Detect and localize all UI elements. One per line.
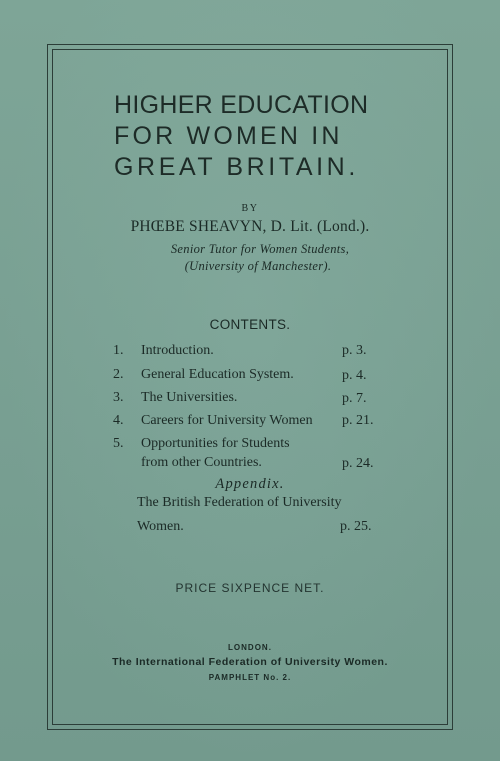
contents-heading: CONTENTS.	[209, 317, 291, 332]
toc-entry-title: Opportunities for Students	[141, 436, 290, 451]
toc-entry-page: p. 3.	[342, 343, 367, 358]
toc-entry-title: The Universities.	[141, 390, 238, 405]
toc-entry-number: 5.	[113, 436, 124, 451]
appendix-title: The British Federation of University	[137, 495, 342, 510]
toc-entry-title: Careers for University Women	[141, 413, 313, 428]
title-line-2: FOR WOMEN IN	[114, 122, 343, 150]
toc-entry-page: p. 21.	[342, 413, 374, 428]
toc-entry-page: p. 4.	[342, 368, 367, 383]
toc-entry-page: p. 7.	[342, 391, 367, 406]
by-label: BY	[241, 203, 259, 214]
imprint-series: PAMPHLET No. 2.	[208, 673, 292, 682]
imprint-city: LONDON.	[228, 643, 272, 652]
price-line: PRICE SIXPENCE NET.	[175, 581, 325, 595]
toc-entry-number: 2.	[113, 367, 124, 382]
toc-entry-number: 4.	[113, 413, 124, 428]
author-role-line-1: Senior Tutor for Women Students,	[170, 242, 350, 256]
toc-entry-number: 3.	[113, 390, 124, 405]
author-name: PHŒBE SHEAVYN, D. Lit. (Lond.).	[130, 218, 370, 235]
title-line-1: HIGHER EDUCATION	[114, 91, 369, 119]
toc-entry-title-continued: from other Countries.	[141, 455, 262, 470]
toc-entry-title: Introduction.	[141, 343, 214, 358]
author-role-line-2: (University of Manchester).	[184, 259, 332, 273]
imprint-publisher: The International Federation of University Women.	[112, 656, 388, 668]
appendix-heading: Appendix.	[215, 476, 285, 492]
toc-entry-title: General Education System.	[141, 367, 294, 382]
appendix-title-continued: Women.	[137, 519, 184, 534]
toc-entry-page: p. 24.	[342, 456, 374, 471]
appendix-page: p. 25.	[340, 519, 372, 534]
toc-entry-number: 1.	[113, 343, 124, 358]
title-line-3: GREAT BRITAIN.	[114, 153, 359, 181]
